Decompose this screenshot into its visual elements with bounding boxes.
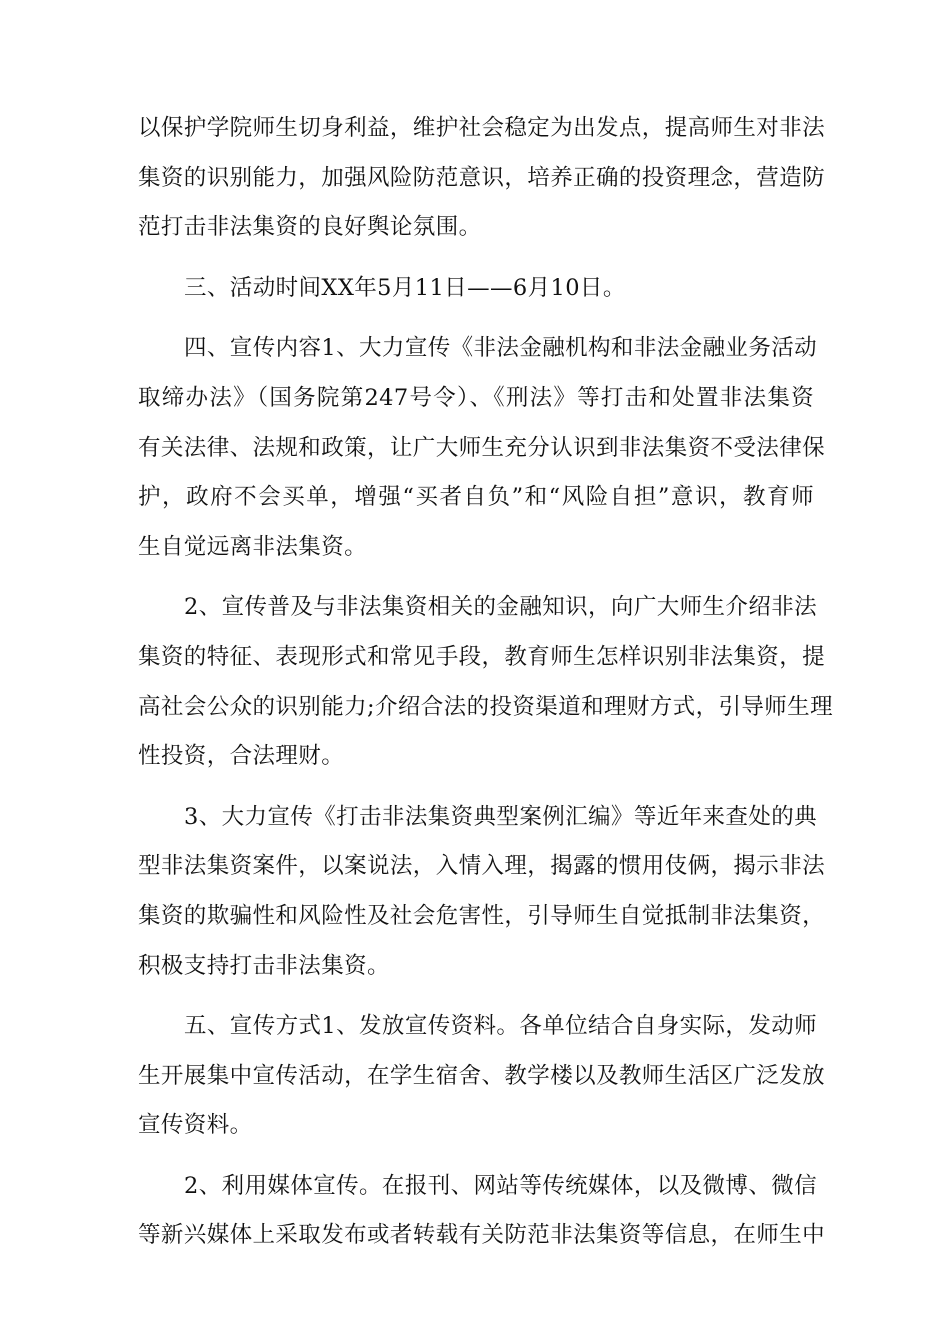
text-line: 宣传资料。 (138, 1112, 253, 1139)
text-line: 集资的欺骗性和风险性及社会危害性，引导师生自觉抵制非法集资， (138, 902, 826, 929)
paragraph (138, 1002, 826, 1151)
text-line: 型非法集资案件，以案说法，入情入理，揭露的惯用伎俩，揭示非法 (138, 853, 826, 880)
text-line: 生自觉远离非法集资。 (138, 533, 368, 560)
document-body (138, 104, 833, 1272)
paragraph (138, 104, 826, 253)
paragraph (138, 793, 826, 991)
text-line: 积极支持打击非法集资。 (138, 952, 390, 979)
section-heading-paragraph (138, 264, 814, 314)
paragraph (138, 1162, 826, 1261)
text-line: 护，政府不会买单，增强“买者自负”和“风险自担”意识，教育师 (138, 484, 814, 511)
text-line: 2、宣传普及与非法集资相关的金融知识，向广大师生介绍非法 (184, 594, 818, 621)
text-line: 集资的识别能力，加强风险防范意识，培养正确的投资理念，营造防 (138, 164, 826, 191)
text-line: 范打击非法集资的良好舆论氛围。 (138, 214, 482, 241)
text-line: 以保护学院师生切身利益，维护社会稳定为出发点，提高师生对非法 (138, 115, 826, 141)
text-line: 取缔办法》（国务院第247号令）、《刑法》等打击和处置非法集资 (138, 384, 814, 411)
text-line: 五、宣传方式1、发放宣传资料。各单位结合自身实际，发动师 (184, 1013, 818, 1040)
text-line: 有关法律、法规和政策，让广大师生充分认识到非法集资不受法律保 (138, 434, 826, 461)
text-line: 三、活动时间XX年5月11日——6月10日。 (184, 274, 626, 301)
text-line: 集资的特征、表现形式和常见手段，教育师生怎样识别非法集资，提 (138, 643, 826, 670)
paragraph (138, 324, 826, 572)
text-line: 2、利用媒体宣传。在报刊、网站等传统媒体，以及微博、微信 (184, 1172, 818, 1199)
text-line: 等新兴媒体上采取发布或者转载有关防范非法集资等信息，在师生中 (138, 1222, 826, 1249)
text-line: 高社会公众的识别能力;介绍合法的投资渠道和理财方式，引导师生理 (138, 693, 833, 720)
paragraph (138, 583, 833, 781)
text-line: 四、宣传内容1、大力宣传《非法金融机构和非法金融业务活动 (184, 335, 818, 362)
text-line: 性投资，合法理财。 (138, 743, 345, 770)
text-line: 生开展集中宣传活动，在学生宿舍、教学楼以及教师生活区广泛发放 (138, 1062, 826, 1089)
text-line: 3、大力宣传《打击非法集资典型案例汇编》等近年来查处的典 (184, 803, 818, 830)
